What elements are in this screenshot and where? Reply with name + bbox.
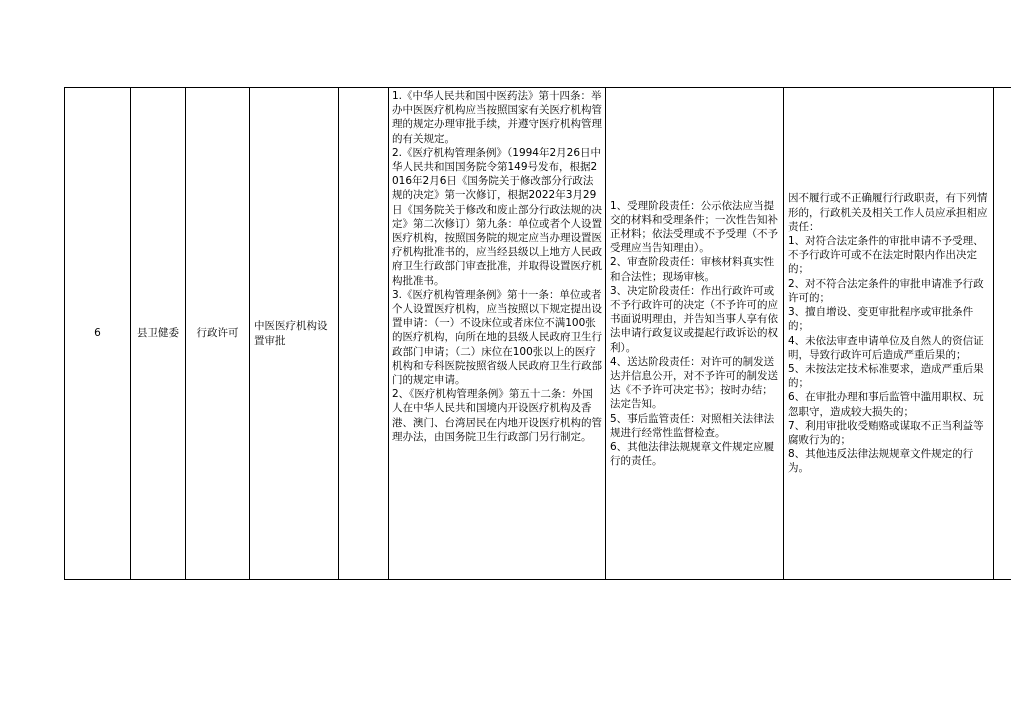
basis-cell [389,88,606,580]
responsibility-item: 4、送达阶段责任：对许可的制发送达并信息公开，对不予许可的制发送达《不予许可决定书》；按时办结；法定告知。 [610,355,778,411]
department: 县卫健委 [137,327,179,340]
responsibility-text [606,199,783,469]
accountability-item: 1、对符合法定条件的审批申请不予受理、不予行政许可或不在法定时限内作出决定的； [788,235,984,276]
basis-text [389,88,605,444]
table-row [65,88,1011,580]
department-cell [131,88,186,580]
category-cell [186,88,250,580]
accountability-item: 2、对不符合法定条件的审批申请准予行政许可的； [788,277,984,304]
accountability-item: 6、在审批办理和事后监管中滥用职权、玩忽职守，造成较大损失的； [788,391,984,418]
responsibility-item: 1、受理阶段责任：公示依法应当提交的材料和受理条件；一次性告知补正材料；依法受理或不予受理（不予受理应当告知理由）。 [610,199,778,255]
responsibility-item: 5、事后监管责任：对照相关法律法规进行经常性监督检查。 [610,412,775,439]
responsibility-item: 3、决定阶段责任：作出行政许可或不予行政许可的决定（不予许可的应书面说明理由，并告知当事人享有依法申请行政复议或提起行政诉讼的权利）。 [610,284,778,354]
accountability-item: 8、其他违反法律法规规章文件规定的行为。 [788,448,974,475]
accountability-item: 5、未按法定技术标准要求，造成严重后果的； [788,362,984,390]
accountability-cell [784,88,994,580]
category: 行政许可 [196,327,239,340]
accountability-text [784,191,993,475]
responsibility-item: 6、其他法律法规规章文件规定应履行的责任。 [610,441,775,468]
item-name-cell [250,88,339,580]
accountability-item: 因不履行或不正确履行行政职责，有下列情形的，行政机关及相关工作人员应承担相应责任： [788,192,988,233]
item-name: 中医医疗机构设置审批 [254,320,328,347]
responsibility-item: 2、审查阶段责任：审核材料真实性和合法性；现场审核。 [610,256,775,283]
remarks-cell [994,88,1011,580]
basis-paragraph: 2.《医疗机构管理条例》（1994年2月26日中华人民共和国国务院令第149号发布，根据2016年2月6日《国务院关于修改部分行政法规的决定》第一次修订，根据2022年3月29日《国务院关于修改和废止部分行政法规的决定》第二次修订）第九条：单位或者个人设置医疗机构，按照国务院的规定应当办理设置医疗机构批准书的，应当经县级以上地方人民政府卫生行政部门审查批准，并取得设置医疗机构批准书。 [392,146,602,287]
sub-item-cell [339,88,389,580]
responsibility-cell [606,88,784,580]
basis-paragraph: 1.《中华人民共和国中医药法》第十四条：举办中医医疗机构应当按照国家有关医疗机构管理的规定办理审批手续，并遵守医疗机构管理的有关规定。 [392,90,602,145]
basis-paragraph: 2、《医疗机构管理条例》第五十二条：外国人在中华人民共和国境内开设医疗机构及香港、澳门、台湾居民在内地开设医疗机构的管理办法，由国务院卫生行政部门另行制定。 [392,388,602,443]
row-number: 6 [94,327,101,340]
basis-paragraph: 3.《医疗机构管理条例》第十一条：单位或者个人设置医疗机构，应当按照以下规定提出设置申请：（一）不设床位或者床位不满100张的医疗机构，向所在地的县级人民政府卫生行政部门申请；（二）床位在100张以上的医疗机构和专科医院按照省级人民政府卫生行政部门的规定申请。 [392,288,602,387]
accountability-item: 7、利用审批收受贿赂或谋取不正当利益等腐败行为的； [788,419,984,446]
row-number-cell [65,88,131,580]
authority-list-table [64,87,1011,580]
accountability-item: 4、未依法审查申请单位及自然人的资信证明，导致行政许可后造成严重后果的； [788,334,984,361]
accountability-item: 3、擅自增设、变更审批程序或审批条件的； [788,306,974,333]
